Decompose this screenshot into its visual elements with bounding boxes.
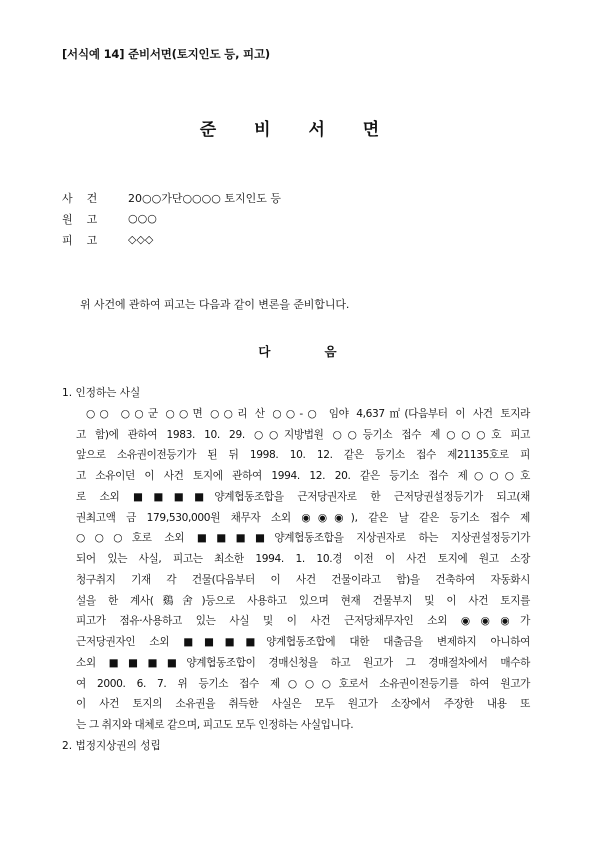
defendant-name: ◇◇◇	[128, 233, 154, 246]
paragraph-line: 이 사건 토지의 소유권을 취득한 사실은 모두 원고가 소장에서 주장한 내용 또	[76, 698, 530, 711]
intro-statement: 위 사건에 관하여 피고는 다음과 같이 변론을 준비합니다.	[80, 298, 350, 311]
paragraph-line: 권최고액 금 179,530,000원 채무자 소외 ◉◉◉), 같은 날 같은 등기소 접수 제	[76, 511, 530, 524]
case-row-defendant	[62, 229, 281, 250]
paragraph-line: 로 소외 ■■■■양계협동조합을 근저당권자로 한 근저당권설정등기가 되고(채	[76, 490, 530, 503]
item-title: 1. 인정하는 사실	[62, 387, 141, 399]
paragraph-line: 설을 한 계사(鷄舍)등으로 사용하고 있으며 현재 건물부지 및 이 사건 토지를	[76, 594, 530, 607]
paragraph-line: 앞으로 소유권이전등기가 된 뒤 1998. 10. 12. 같은 등기소 접수 제21135호로 피	[76, 449, 530, 462]
paragraph-line: 고 소유이던 이 사건 토지에 관하여 1994. 12. 20. 같은 등기소 접수 제○○○호	[76, 470, 530, 482]
plaintiff-name: ○○○	[128, 212, 157, 225]
paragraph-line: 근저당권자인 소외 ■■■■양계협동조합에 대한 대출금을 변제하지 아니하여	[76, 636, 530, 648]
case-row-plaintiff	[62, 208, 281, 229]
case-row-case	[62, 187, 281, 208]
case-label: 사건	[62, 191, 112, 205]
document-title: 준 비 서 면	[199, 120, 396, 140]
item-title: 2. 법정지상권의 성립	[62, 739, 161, 752]
paragraph-line: 여 2000. 6. 7. 위 등기소 접수 제○○○호로서 소유권이전등기를 하여 원고가	[76, 677, 530, 690]
paragraph-line: 는 그 취지와 대체로 같으며, 피고도 모두 인정하는 사실입니다.	[76, 719, 354, 731]
paragraph	[62, 404, 532, 736]
document-body	[62, 383, 532, 757]
case-info	[62, 187, 281, 250]
paragraph-line: 소외 ■■■■양계협동조합이 경매신청을 하고 원고가 그 경매절차에서 매수하	[76, 656, 530, 669]
paragraph-line: 고 함)에 관하여 1983. 10. 29. ○○지방법원 ○○등기소 접수 제○○○호 피고	[76, 428, 530, 441]
defendant-label: 피고	[62, 233, 112, 247]
form-label: [서식예 14] 준비서면(토지인도 등, 피고)	[62, 47, 270, 61]
plaintiff-label: 원고	[62, 212, 112, 226]
paragraph-line: ○○○호로 소외 ■■■■양계협동조합을 지상권자로 하는 지상권설정등기가	[76, 532, 530, 545]
paragraph-line: 청구취지 기재 각 건물(다음부터 이 사건 건물이라고 함)을 건축하여 자동화시	[76, 573, 530, 586]
paragraph-line: ○○ ○○군 ○○면 ○○리 산 ○○-○ 임야 4,637㎡(다음부터 이 사건 토지라	[86, 407, 530, 420]
case-number: 20○○가단○○○○ 토지인도 등	[128, 191, 281, 205]
paragraph-line: 피고가 점유·사용하고 있는 사실 및 이 사건 근저당채무자인 소외 ◉◉◉가	[76, 615, 530, 628]
section-heading: 다음	[258, 344, 391, 359]
paragraph-line: 되어 있는 사실, 피고는 최소한 1994. 1. 10.경 이전 이 사건 토지에 원고 소장	[76, 553, 530, 565]
